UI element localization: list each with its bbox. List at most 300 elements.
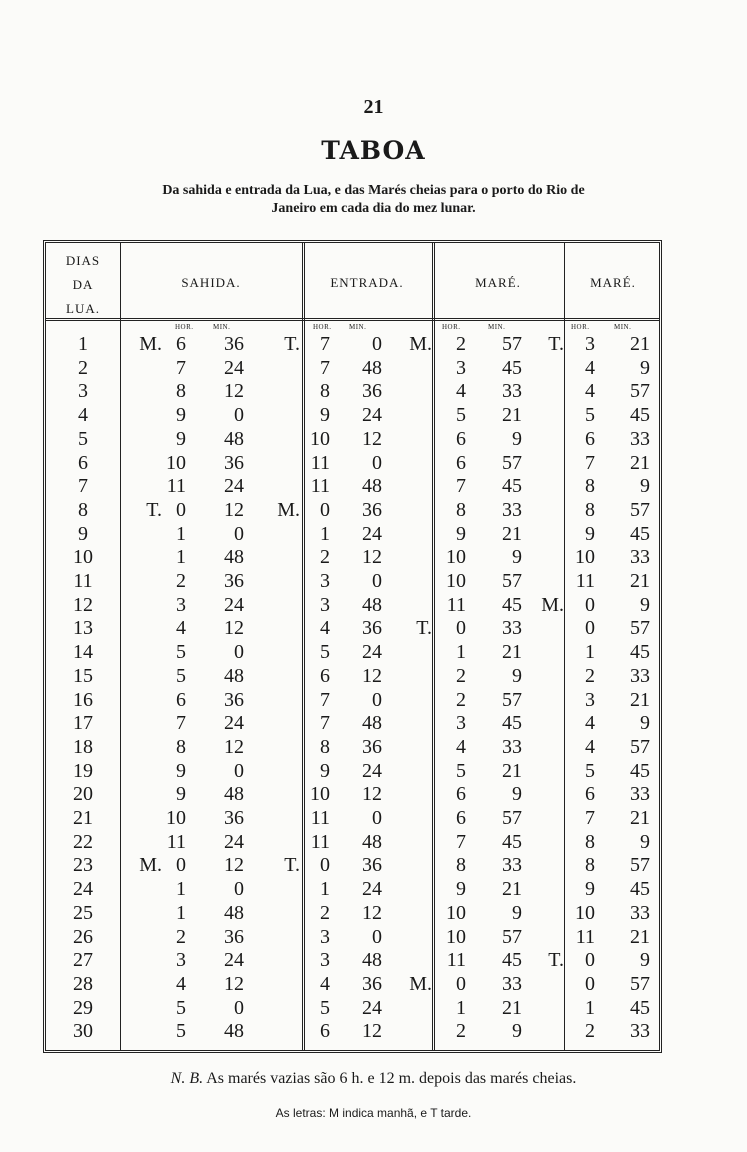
column-divider [432,243,435,1050]
subtitle-line-1: Da sahida e entrada da Lua, e das Marés cheias para o porto do Rio de [162,183,585,198]
mare-1-minute-cell: 57 [502,689,522,711]
mare-1-minute-cell: 57 [502,333,522,355]
header-sahida: SAHIDA. [181,275,241,290]
mare-1-hour-cell: 11 [446,949,466,971]
day-cell: 17 [73,712,93,734]
mare-2-hour-cell: 0 [585,617,595,639]
entrada-hour-cell: 1 [320,878,330,900]
page-title: TABOA [321,136,426,165]
entrada-hour-cell: 8 [320,380,330,402]
mare-2-minute-cell: 45 [630,404,650,426]
entrada-hour-cell: 4 [320,973,330,995]
entrada-hour-cell: 3 [320,949,330,971]
sahida-minute-cell: 48 [224,783,244,805]
mare-2-hour-cell: 8 [585,475,595,497]
entrada-hour-cell: 3 [320,594,330,616]
sahida-hour-cell: 0 [176,854,186,876]
subheader-hor: HOR. [571,323,590,331]
day-cell: 24 [73,878,93,900]
entrada-minute-cell: 12 [362,902,382,924]
mare-2-minute-cell: 21 [630,570,650,592]
mare-1-hour-cell: 5 [456,760,466,782]
mare-1-hour-cell: 7 [456,831,466,853]
entrada-hour-cell: 5 [320,641,330,663]
entrada-minute-cell: 24 [362,878,382,900]
entrada-minute-cell: 36 [362,499,382,521]
mare-1-minute-cell: 33 [502,854,522,876]
column-divider [302,243,305,1050]
mare-2-minute-cell: 45 [630,997,650,1019]
mare-2-hour-cell: 4 [585,380,595,402]
sahida-minute-cell: 48 [224,902,244,924]
sahida-hour-cell: 8 [176,736,186,758]
entrada-period-cell: T. [284,854,300,876]
mare-1-minute-cell: 9 [512,546,522,568]
mare-1-hour-cell: 3 [456,712,466,734]
sahida-minute-cell: 48 [224,546,244,568]
day-cell: 18 [73,736,93,758]
entrada-minute-cell: 0 [372,333,382,355]
mare-1-minute-cell: 21 [502,404,522,426]
entrada-hour-cell: 10 [310,428,330,450]
mare-2-hour-cell: 3 [585,689,595,711]
mare-1-minute-cell: 57 [502,926,522,948]
mare-2-hour-cell: 4 [585,357,595,379]
nb-label: N. B. [170,1070,204,1087]
mare-2-hour-cell: 9 [585,523,595,545]
entrada-minute-cell: 48 [362,831,382,853]
entrada-minute-cell: 12 [362,665,382,687]
sahida-hour-cell: 5 [176,665,186,687]
sahida-hour-cell: 2 [176,570,186,592]
day-cell: 26 [73,926,93,948]
entrada-minute-cell: 48 [362,949,382,971]
day-cell: 1 [78,333,88,355]
entrada-hour-cell: 7 [320,689,330,711]
entrada-hour-cell: 3 [320,570,330,592]
sahida-minute-cell: 24 [224,949,244,971]
nb-text: As marés vazias são 6 h. e 12 m. depois das marés cheias. [206,1070,577,1087]
mare-2-hour-cell: 2 [585,1020,595,1042]
mare-1-hour-cell: 10 [446,926,466,948]
mare-2-hour-cell: 4 [585,736,595,758]
mare-2-minute-cell: 21 [630,689,650,711]
mare-2-minute-cell: 9 [640,712,650,734]
sahida-hour-cell: 10 [166,807,186,829]
mare-2-hour-cell: 0 [585,973,595,995]
sahida-minute-cell: 24 [224,475,244,497]
day-cell: 8 [78,499,88,521]
mare-1-minute-cell: 33 [502,617,522,639]
sahida-hour-cell: 6 [176,689,186,711]
entrada-hour-cell: 5 [320,997,330,1019]
day-cell: 7 [78,475,88,497]
entrada-minute-cell: 48 [362,712,382,734]
entrada-hour-cell: 7 [320,357,330,379]
mare-1-hour-cell: 4 [456,736,466,758]
header-dias-line: DA [72,277,94,292]
sahida-minute-cell: 36 [224,570,244,592]
sahida-period-cell: M. [139,854,162,876]
sahida-minute-cell: 12 [224,380,244,402]
sahida-minute-cell: 12 [224,736,244,758]
mare-2-minute-cell: 57 [630,973,650,995]
entrada-hour-cell: 0 [320,499,330,521]
mare-2-minute-cell: 57 [630,380,650,402]
mare-1-hour-cell: 2 [456,1020,466,1042]
sahida-minute-cell: 24 [224,594,244,616]
day-cell: 25 [73,902,93,924]
mare-1-hour-cell: 9 [456,523,466,545]
mare-2-minute-cell: 57 [630,854,650,876]
mare-2-minute-cell: 21 [630,926,650,948]
mare-2-hour-cell: 11 [575,926,595,948]
day-cell: 15 [73,665,93,687]
subheader-min: MIN. [213,323,231,331]
header-divider [46,318,659,321]
day-cell: 11 [73,570,93,592]
day-cell: 29 [73,997,93,1019]
entrada-hour-cell: 11 [310,475,330,497]
mare-2-minute-cell: 21 [630,807,650,829]
day-cell: 19 [73,760,93,782]
entrada-hour-cell: 11 [310,831,330,853]
sahida-period-cell: M. [139,333,162,355]
subtitle-line-2: Janeiro em cada dia do mez lunar. [271,201,476,216]
mare-2-minute-cell: 9 [640,475,650,497]
entrada-hour-cell: 9 [320,760,330,782]
day-cell: 30 [73,1020,93,1042]
mare-2-minute-cell: 45 [630,641,650,663]
mare-1-hour-cell: 10 [446,902,466,924]
mare-1-hour-cell: 7 [456,475,466,497]
entrada-minute-cell: 0 [372,570,382,592]
entrada-minute-cell: 24 [362,523,382,545]
sahida-minute-cell: 12 [224,854,244,876]
mare-1-hour-cell: 1 [456,641,466,663]
mare-2-minute-cell: 45 [630,878,650,900]
day-cell: 16 [73,689,93,711]
mare-2-hour-cell: 5 [585,760,595,782]
entrada-hour-cell: 10 [310,783,330,805]
mare-2-hour-cell: 1 [585,641,595,663]
sahida-hour-cell: 5 [176,997,186,1019]
mare-1-hour-cell: 2 [456,689,466,711]
sahida-minute-cell: 24 [224,357,244,379]
day-cell: 12 [73,594,93,616]
entrada-hour-cell: 8 [320,736,330,758]
sahida-minute-cell: 24 [224,831,244,853]
entrada-hour-cell: 7 [320,712,330,734]
mare-2-hour-cell: 8 [585,499,595,521]
sahida-hour-cell: 9 [176,428,186,450]
mare-1-minute-cell: 9 [512,665,522,687]
mare-2-minute-cell: 33 [630,665,650,687]
mare-1-hour-cell: 2 [456,665,466,687]
mare-2-hour-cell: 6 [585,428,595,450]
sahida-hour-cell: 9 [176,404,186,426]
mare-1-minute-cell: 45 [502,475,522,497]
mare-2-hour-cell: 0 [585,594,595,616]
subtitle [30,182,717,218]
mare-1-period-cell: T. [416,617,432,639]
mare-2-hour-cell: 5 [585,404,595,426]
entrada-minute-cell: 24 [362,760,382,782]
entrada-minute-cell: 36 [362,736,382,758]
mare-1-minute-cell: 57 [502,570,522,592]
mare-2-minute-cell: 33 [630,428,650,450]
entrada-period-cell: T. [284,333,300,355]
sahida-hour-cell: 10 [166,452,186,474]
entrada-minute-cell: 24 [362,997,382,1019]
mare-1-hour-cell: 3 [456,357,466,379]
header-dias-line: DIAS [65,253,101,268]
mare-1-hour-cell: 4 [456,380,466,402]
mare-1-hour-cell: 6 [456,428,466,450]
tide-table [43,240,662,1053]
subheader-hor: HOR. [442,323,461,331]
sahida-hour-cell: 1 [176,523,186,545]
mare-2-hour-cell: 8 [585,854,595,876]
entrada-hour-cell: 3 [320,926,330,948]
entrada-minute-cell: 24 [362,404,382,426]
entrada-minute-cell: 0 [372,452,382,474]
entrada-minute-cell: 48 [362,475,382,497]
day-cell: 22 [73,831,93,853]
sahida-minute-cell: 36 [224,689,244,711]
entrada-hour-cell: 9 [320,404,330,426]
entrada-minute-cell: 24 [362,641,382,663]
mare-1-minute-cell: 9 [512,783,522,805]
mare-2-minute-cell: 45 [630,523,650,545]
mare-2-hour-cell: 1 [585,997,595,1019]
subheader-min: MIN. [349,323,367,331]
sahida-hour-cell: 4 [176,973,186,995]
entrada-hour-cell: 7 [320,333,330,355]
mare-2-hour-cell: 6 [585,783,595,805]
mare-1-minute-cell: 57 [502,807,522,829]
sahida-minute-cell: 0 [234,878,244,900]
sahida-minute-cell: 48 [224,665,244,687]
sahida-hour-cell: 0 [176,499,186,521]
day-cell: 3 [78,380,88,402]
mare-1-hour-cell: 8 [456,499,466,521]
mare-1-period-cell: M. [409,333,432,355]
day-cell: 10 [73,546,93,568]
mare-2-minute-cell: 21 [630,452,650,474]
mare-1-minute-cell: 9 [512,428,522,450]
entrada-hour-cell: 6 [320,665,330,687]
entrada-minute-cell: 12 [362,1020,382,1042]
mare-1-minute-cell: 33 [502,973,522,995]
entrada-minute-cell: 36 [362,617,382,639]
subheader-hor: HOR. [175,323,194,331]
entrada-hour-cell: 1 [320,523,330,545]
entrada-minute-cell: 36 [362,854,382,876]
sahida-hour-cell: 5 [176,641,186,663]
day-cell: 6 [78,452,88,474]
sahida-hour-cell: 8 [176,380,186,402]
sahida-minute-cell: 36 [224,333,244,355]
mare-2-minute-cell: 9 [640,831,650,853]
entrada-period-cell: M. [277,499,300,521]
header-mare-2: MARÉ. [590,275,636,290]
nb-note [0,1070,747,1088]
sahida-minute-cell: 48 [224,1020,244,1042]
sahida-minute-cell: 36 [224,926,244,948]
mare-2-hour-cell: 11 [575,570,595,592]
subheader-min: MIN. [614,323,632,331]
column-divider [120,243,121,1050]
subheader-min: MIN. [488,323,506,331]
mare-1-minute-cell: 33 [502,736,522,758]
entrada-minute-cell: 48 [362,357,382,379]
letters-note: As letras: M indica manhã, e T tarde. [275,1106,472,1120]
entrada-minute-cell: 36 [362,380,382,402]
mare-1-hour-cell: 0 [456,617,466,639]
mare-2-minute-cell: 21 [630,333,650,355]
mare-2-minute-cell: 33 [630,783,650,805]
sahida-hour-cell: 11 [166,831,186,853]
mare-1-hour-cell: 9 [456,878,466,900]
mare-1-hour-cell: 0 [456,973,466,995]
mare-1-minute-cell: 33 [502,499,522,521]
entrada-minute-cell: 12 [362,546,382,568]
sahida-minute-cell: 12 [224,617,244,639]
mare-2-period-cell: T. [548,949,564,971]
sahida-hour-cell: 7 [176,357,186,379]
mare-2-hour-cell: 8 [585,831,595,853]
mare-2-hour-cell: 2 [585,665,595,687]
mare-1-minute-cell: 21 [502,878,522,900]
header-dias-da-lua [46,249,120,321]
mare-1-minute-cell: 21 [502,997,522,1019]
mare-2-minute-cell: 9 [640,357,650,379]
day-cell: 5 [78,428,88,450]
mare-2-minute-cell: 9 [640,594,650,616]
mare-2-hour-cell: 0 [585,949,595,971]
mare-1-minute-cell: 9 [512,902,522,924]
sahida-minute-cell: 12 [224,973,244,995]
mare-2-hour-cell: 10 [575,546,595,568]
entrada-hour-cell: 0 [320,854,330,876]
mare-2-minute-cell: 9 [640,949,650,971]
mare-2-hour-cell: 10 [575,902,595,924]
mare-1-minute-cell: 21 [502,641,522,663]
mare-2-minute-cell: 33 [630,1020,650,1042]
sahida-hour-cell: 9 [176,760,186,782]
header-entrada: ENTRADA. [330,275,404,290]
sahida-minute-cell: 0 [234,404,244,426]
mare-2-minute-cell: 57 [630,736,650,758]
entrada-minute-cell: 36 [362,973,382,995]
sahida-hour-cell: 2 [176,926,186,948]
sahida-hour-cell: 5 [176,1020,186,1042]
mare-1-hour-cell: 10 [446,546,466,568]
sahida-minute-cell: 48 [224,428,244,450]
sahida-period-cell: T. [146,499,162,521]
sahida-minute-cell: 0 [234,760,244,782]
mare-1-minute-cell: 21 [502,523,522,545]
entrada-hour-cell: 2 [320,902,330,924]
mare-1-minute-cell: 45 [502,594,522,616]
sahida-minute-cell: 36 [224,807,244,829]
entrada-hour-cell: 4 [320,617,330,639]
mare-1-period-cell: M. [409,973,432,995]
mare-2-hour-cell: 7 [585,452,595,474]
day-cell: 21 [73,807,93,829]
mare-1-minute-cell: 33 [502,380,522,402]
mare-1-hour-cell: 8 [456,854,466,876]
sahida-hour-cell: 4 [176,617,186,639]
sahida-hour-cell: 11 [166,475,186,497]
sahida-minute-cell: 12 [224,499,244,521]
entrada-minute-cell: 0 [372,689,382,711]
entrada-minute-cell: 12 [362,428,382,450]
day-cell: 14 [73,641,93,663]
mare-2-period-cell: M. [541,594,564,616]
sahida-hour-cell: 9 [176,783,186,805]
mare-2-minute-cell: 57 [630,499,650,521]
mare-1-minute-cell: 57 [502,452,522,474]
sahida-hour-cell: 1 [176,902,186,924]
mare-1-minute-cell: 45 [502,712,522,734]
day-cell: 4 [78,404,88,426]
page-number: 21 [363,96,384,118]
day-cell: 28 [73,973,93,995]
sahida-hour-cell: 6 [176,333,186,355]
mare-2-minute-cell: 45 [630,760,650,782]
sahida-minute-cell: 0 [234,523,244,545]
sahida-minute-cell: 0 [234,997,244,1019]
header-dias-line: LUA. [66,301,100,316]
entrada-hour-cell: 11 [310,807,330,829]
mare-2-hour-cell: 9 [585,878,595,900]
mare-1-hour-cell: 1 [456,997,466,1019]
sahida-minute-cell: 24 [224,712,244,734]
sahida-minute-cell: 0 [234,641,244,663]
mare-1-hour-cell: 6 [456,452,466,474]
day-cell: 20 [73,783,93,805]
subheader-hor: HOR. [313,323,332,331]
mare-1-minute-cell: 45 [502,949,522,971]
mare-1-minute-cell: 21 [502,760,522,782]
mare-1-hour-cell: 6 [456,783,466,805]
day-cell: 9 [78,523,88,545]
entrada-minute-cell: 0 [372,926,382,948]
entrada-minute-cell: 48 [362,594,382,616]
sahida-hour-cell: 1 [176,546,186,568]
mare-1-minute-cell: 45 [502,357,522,379]
sahida-hour-cell: 3 [176,594,186,616]
sahida-hour-cell: 7 [176,712,186,734]
mare-2-hour-cell: 3 [585,333,595,355]
entrada-minute-cell: 0 [372,807,382,829]
mare-1-hour-cell: 10 [446,570,466,592]
mare-1-minute-cell: 9 [512,1020,522,1042]
mare-1-minute-cell: 45 [502,831,522,853]
mare-1-hour-cell: 2 [456,333,466,355]
mare-2-minute-cell: 33 [630,902,650,924]
day-cell: 23 [73,854,93,876]
entrada-minute-cell: 12 [362,783,382,805]
sahida-minute-cell: 36 [224,452,244,474]
sahida-hour-cell: 1 [176,878,186,900]
mare-2-minute-cell: 33 [630,546,650,568]
mare-1-hour-cell: 5 [456,404,466,426]
entrada-hour-cell: 6 [320,1020,330,1042]
mare-2-period-cell: T. [548,333,564,355]
